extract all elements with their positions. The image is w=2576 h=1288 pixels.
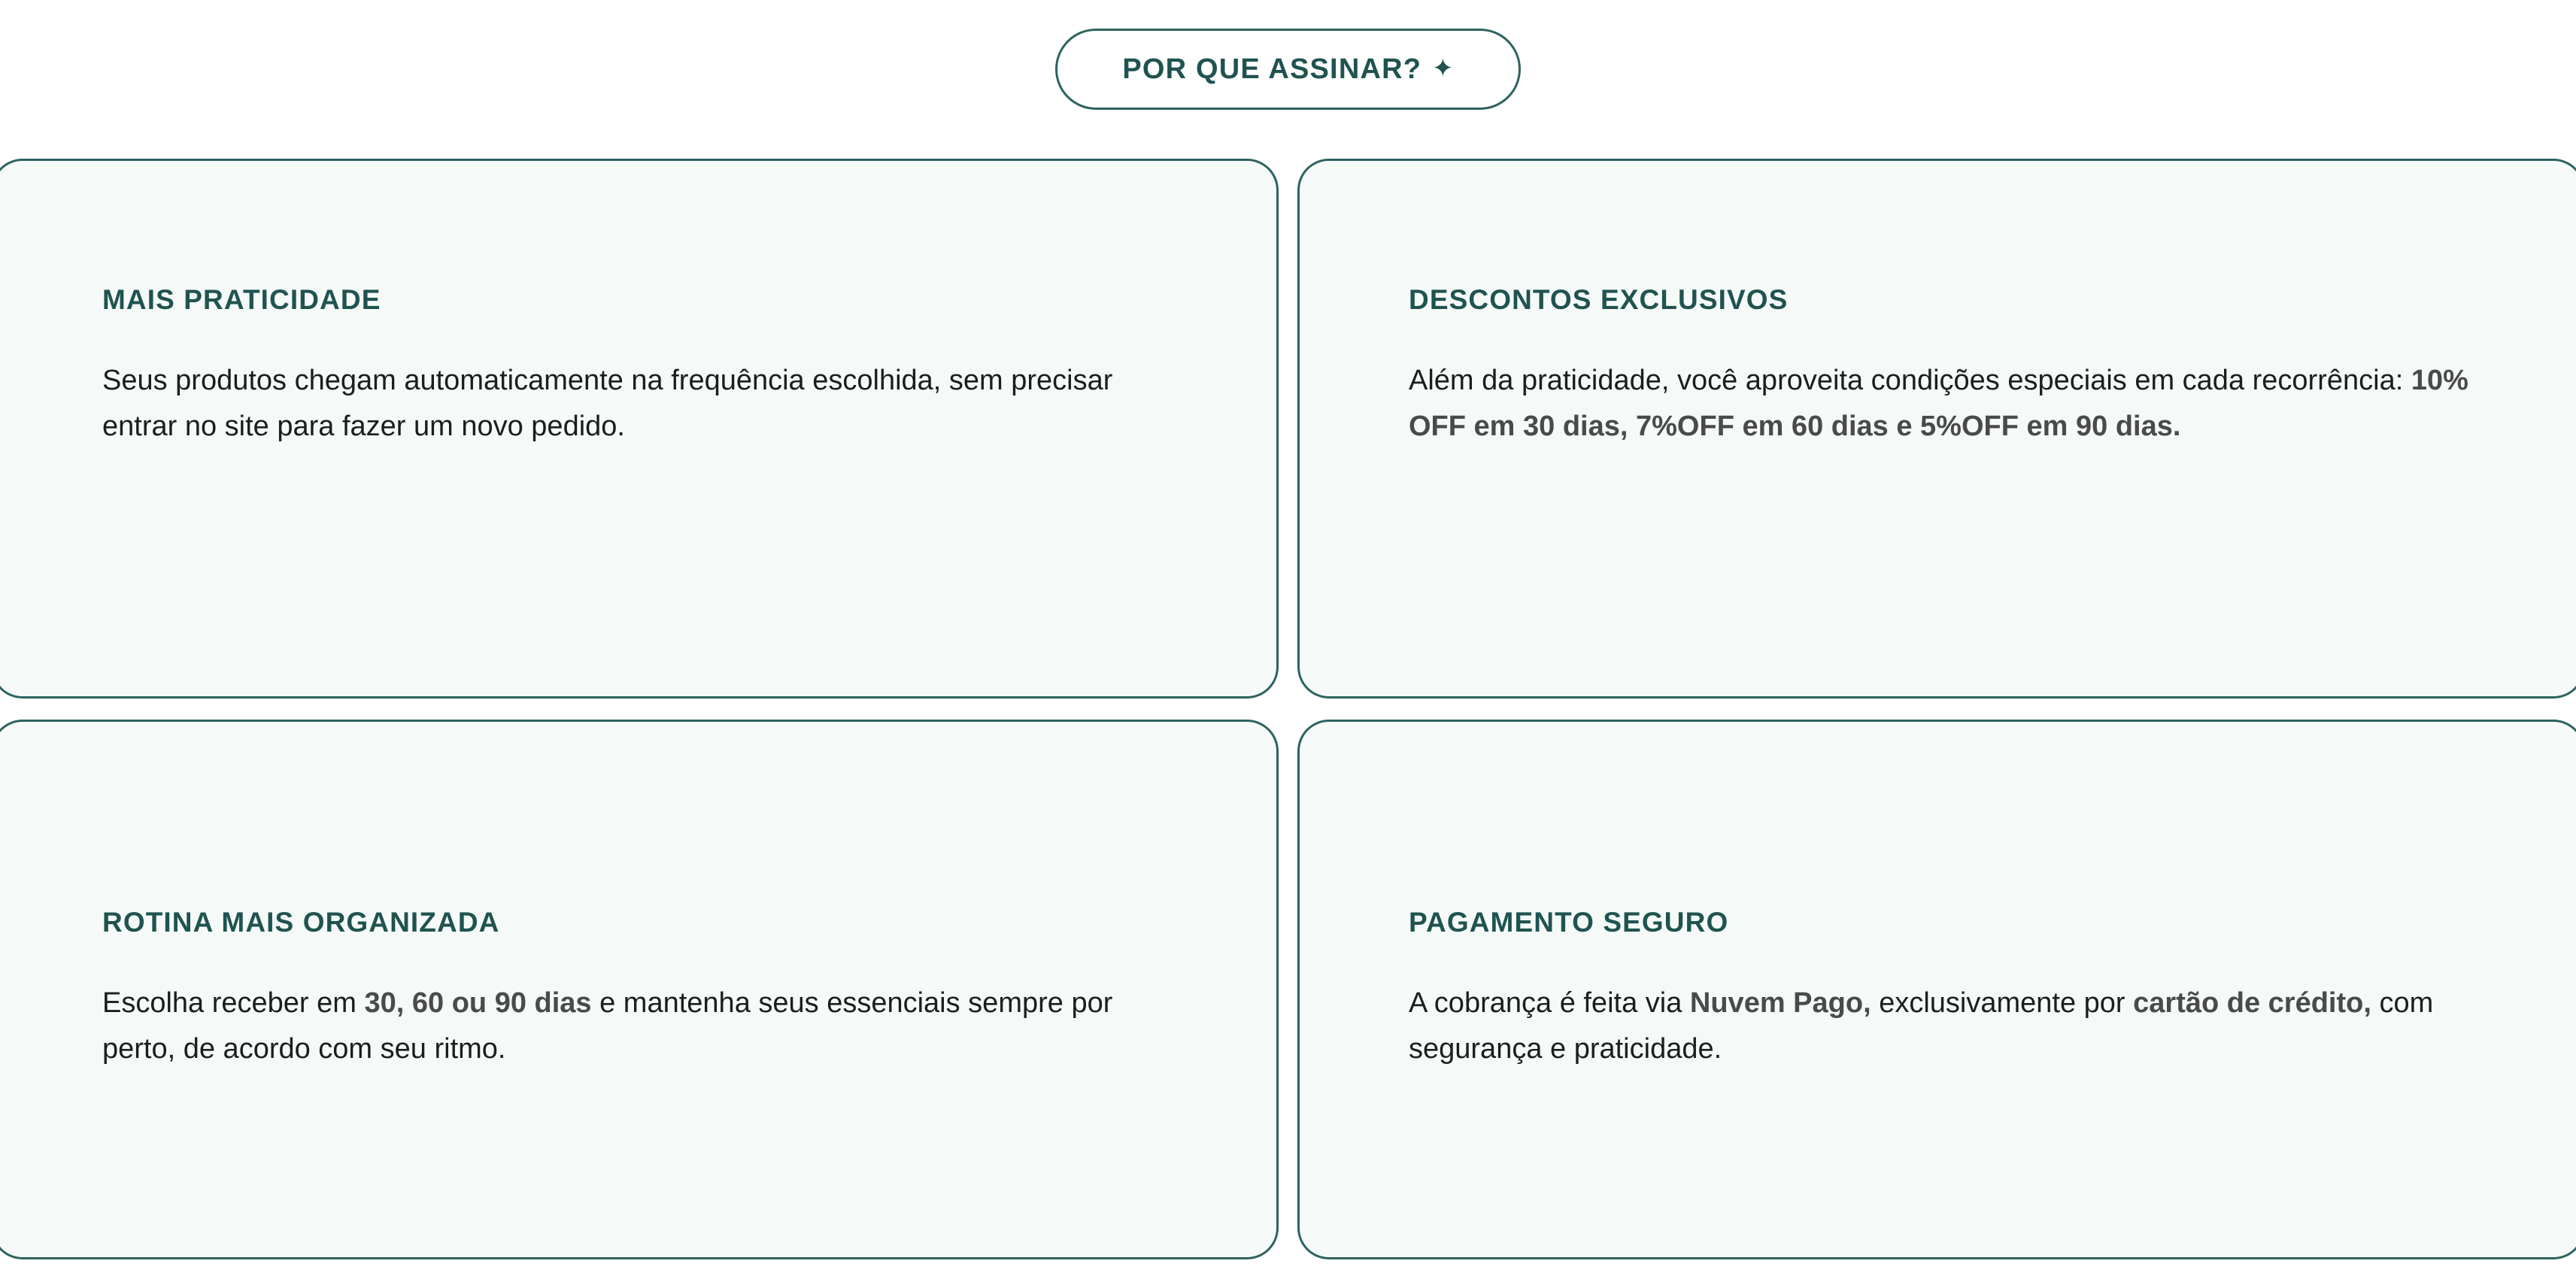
benefit-card-body: Escolha receber em 30, 60 ou 90 dias e mantenha seus essenciais sempre por perto, de acordo com seu ritmo. <box>102 986 1113 1065</box>
sparkle-icon: ✦ <box>1432 54 1454 83</box>
benefit-card-title: DESCONTOS EXCLUSIVOS <box>1409 284 1789 315</box>
benefit-card-title: PAGAMENTO SEGURO <box>1409 907 1729 938</box>
benefit-card-content <box>0 722 1276 1257</box>
benefit-card-descontos <box>1297 159 2576 699</box>
section-heading-pill <box>1055 29 1520 110</box>
benefit-card-body: A cobrança é feita via Nuvem Pago, exclusivamente por cartão de crédito, com segurança e praticidade. <box>1409 986 2434 1065</box>
benefit-card-rotina <box>0 720 1279 1259</box>
benefit-card-content <box>1300 722 2576 1257</box>
benefit-card-praticidade <box>0 159 1279 699</box>
section-heading-container <box>0 29 2576 110</box>
benefit-card-body: Seus produtos chegam automaticamente na frequência escolhida, sem precisar entrar no site para fazer um novo pedido. <box>102 364 1113 443</box>
benefit-card-title: MAIS PRATICIDADE <box>102 284 381 315</box>
benefit-card-title: ROTINA MAIS ORGANIZADA <box>102 907 500 938</box>
benefit-card-content <box>1300 161 2576 696</box>
benefits-card-grid <box>0 159 2576 1288</box>
benefit-card-body: Além da praticidade, você aproveita condições especiais em cada recorrência: 10% OFF em 30 dias, 7%OFF em 60 dias e 5%OFF em 90 dias. <box>1409 364 2468 443</box>
benefit-card-content <box>0 161 1276 696</box>
benefit-card-pagamento <box>1297 720 2576 1259</box>
section-heading-label: POR QUE ASSINAR? <box>1122 53 1422 85</box>
